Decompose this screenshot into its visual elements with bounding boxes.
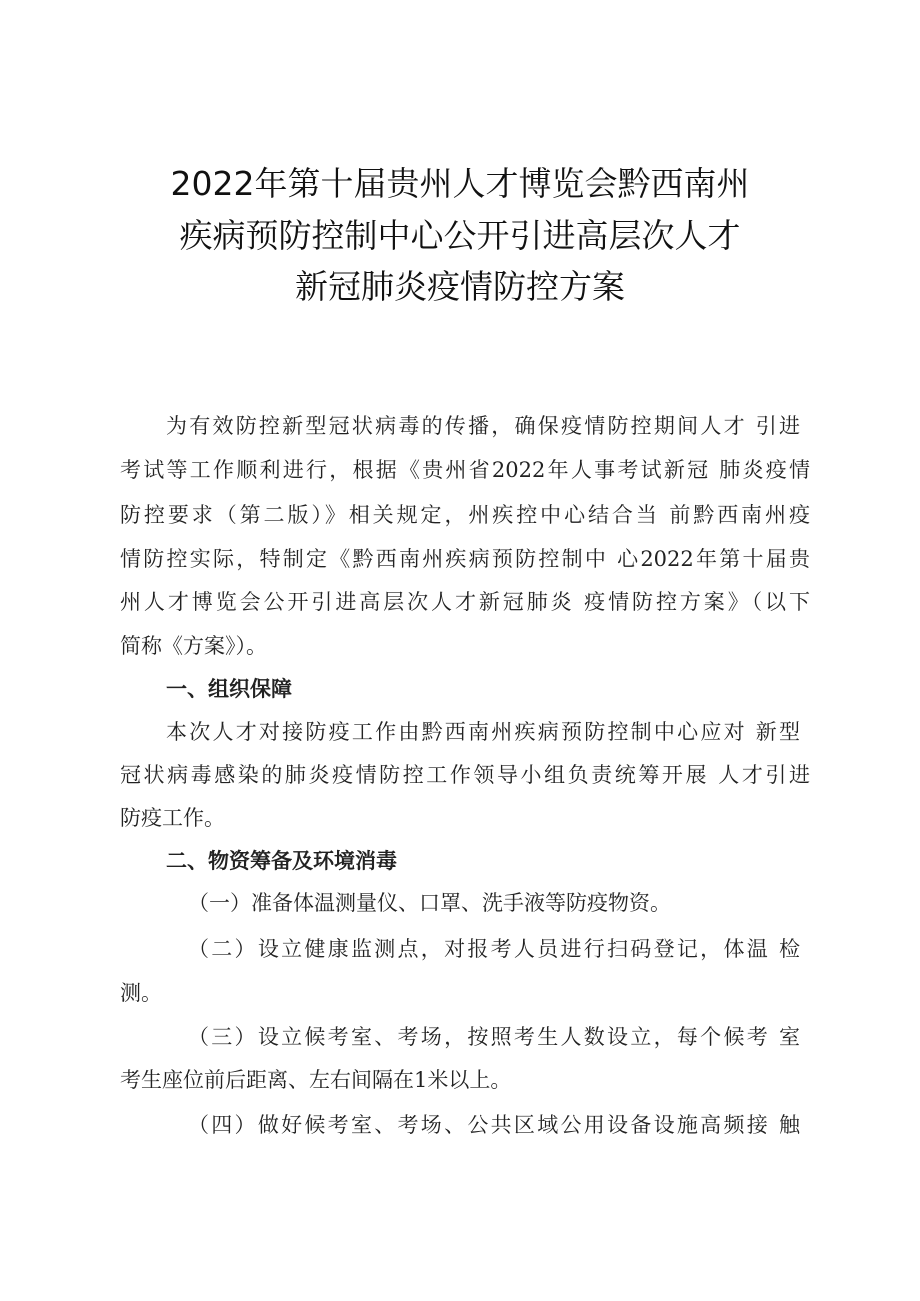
document-title-line-3: 新冠肺炎疫情防控方案 <box>295 267 625 306</box>
section-heading-organization: 一、组织保障 <box>166 677 292 701</box>
section1-line-2: 冠状病毒感染的肺炎疫情防控工作领导小组负责统筹开展 人才引进 <box>120 763 810 787</box>
item-3-line-2: 考生座位前后距离、左右间隔在1米以上。 <box>120 1068 512 1092</box>
section1-line-3: 防疫工作。 <box>120 806 225 830</box>
document-title-line-2: 疾病预防控制中心公开引进高层次人才 <box>179 216 741 255</box>
item-4-line-1: （四）做好候考室、考场、公共区域公用设备设施高频接 触 <box>188 1113 800 1137</box>
item-2-line-1: （二）设立健康监测点，对报考人员进行扫码登记，体温 检 <box>188 937 800 961</box>
section1-line-1: 本次人才对接防疫工作由黔西南州疾病预防控制中心应对 新型 <box>166 720 800 744</box>
item-1: （一）准备体温测量仪、口罩、洗手液等防疫物资。 <box>188 891 671 915</box>
intro-line-3: 防控要求（第二版）》相关规定，州疾控中心结合当 前黔西南州疫 <box>120 503 810 527</box>
intro-line-1: 为有效防控新型冠状病毒的传播，确保疫情防控期间人才 引进 <box>166 414 800 438</box>
intro-line-4: 情防控实际，特制定《黔西南州疾病预防控制中 心2022年第十届贵 <box>120 547 810 571</box>
section-heading-supplies: 二、物资筹备及环境消毒 <box>166 849 397 873</box>
intro-line-6: 简称《方案》）。 <box>120 634 267 658</box>
document-title-line-1: 2022年第十届贵州人才博览会黔西南州 <box>170 164 750 203</box>
item-2-line-2: 测。 <box>120 981 162 1005</box>
intro-line-5: 州人才博览会公开引进高层次人才新冠肺炎 疫情防控方案》（以下 <box>120 590 810 614</box>
intro-line-2: 考试等工作顺利进行，根据《贵州省2022年人事考试新冠 肺炎疫情 <box>120 458 810 482</box>
item-3-line-1: （三）设立候考室、考场，按照考生人数设立，每个候考 室 <box>188 1025 800 1049</box>
